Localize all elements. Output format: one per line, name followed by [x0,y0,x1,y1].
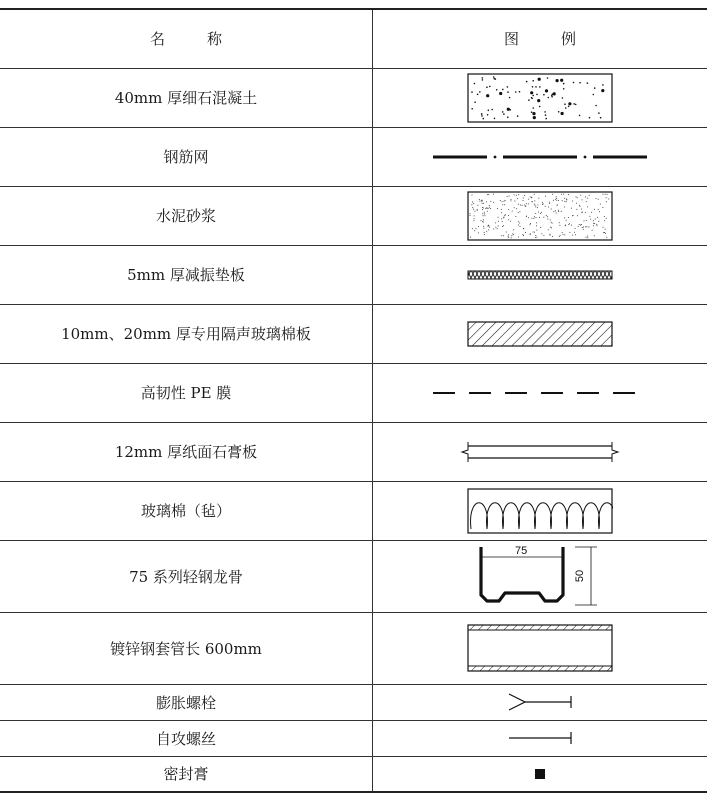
pe-film-dashed-line-icon [433,390,647,396]
light-steel-keel-profile-icon [465,543,615,609]
header-row [0,9,707,68]
row-symbol [373,612,707,684]
row-symbol [373,422,707,481]
row-symbol [373,186,707,245]
row-symbol [373,684,707,720]
row-symbol [373,756,707,792]
table-row [0,540,707,612]
row-name: 75 系列轻钢龙骨 [0,540,373,612]
gypsum-board-break-line-icon [460,439,620,465]
glass-wool-board-diagonal-hatch-icon [467,321,613,347]
table-row [0,756,707,792]
self-tapping-screw-symbol-icon [505,730,575,746]
table-row [0,68,707,127]
table-row [0,422,707,481]
table-row [0,363,707,422]
row-name: 玻璃棉（毡） [0,481,373,540]
row-name: 镀锌钢套管长 600mm [0,612,373,684]
glass-wool-felt-loop-pattern-icon [467,488,613,534]
row-name: 40mm 厚细石混凝土 [0,68,373,127]
header-legend [373,9,707,68]
row-symbol [373,481,707,540]
cement-mortar-stipple-pattern-icon [467,191,613,241]
row-name: 高韧性 PE 膜 [0,363,373,422]
row-symbol [373,245,707,304]
row-name: 5mm 厚减振垫板 [0,245,373,304]
fine-aggregate-concrete-pattern-icon [467,73,613,123]
damping-pad-crosshatch-strip-icon [467,270,613,280]
table-row [0,481,707,540]
row-name: 12mm 厚纸面石膏板 [0,422,373,481]
keel-width-label: 75 [515,545,528,557]
row-symbol [373,68,707,127]
row-name: 膨胀螺栓 [0,684,373,720]
galvanized-steel-sleeve-pattern-icon [467,624,613,672]
table-row [0,127,707,186]
row-symbol [373,540,707,612]
table-row [0,304,707,363]
row-name: 密封膏 [0,756,373,792]
row-name: 水泥砂浆 [0,186,373,245]
row-name: 自攻螺丝 [0,720,373,756]
table-row [0,186,707,245]
row-name: 钢筋网 [0,127,373,186]
table-row [0,612,707,684]
row-symbol [373,720,707,756]
row-symbol [373,304,707,363]
rebar-mesh-dash-dot-line-icon [433,152,647,162]
row-symbol [373,127,707,186]
row-symbol [373,363,707,422]
table-row [0,720,707,756]
legend-table [0,8,707,793]
expansion-bolt-symbol-icon [505,691,575,713]
table-row [0,245,707,304]
row-name: 10mm、20mm 厚专用隔声玻璃棉板 [0,304,373,363]
header-name-char-2: 称 [207,30,223,49]
header-name [0,9,373,68]
keel-height-label: 50 [574,569,586,583]
header-legend-char-1: 图 [503,30,519,49]
header-legend-char-2: 例 [561,30,577,49]
sealant-filled-square-icon [533,767,547,781]
table-row [0,684,707,720]
header-name-char-1: 名 [149,30,165,49]
